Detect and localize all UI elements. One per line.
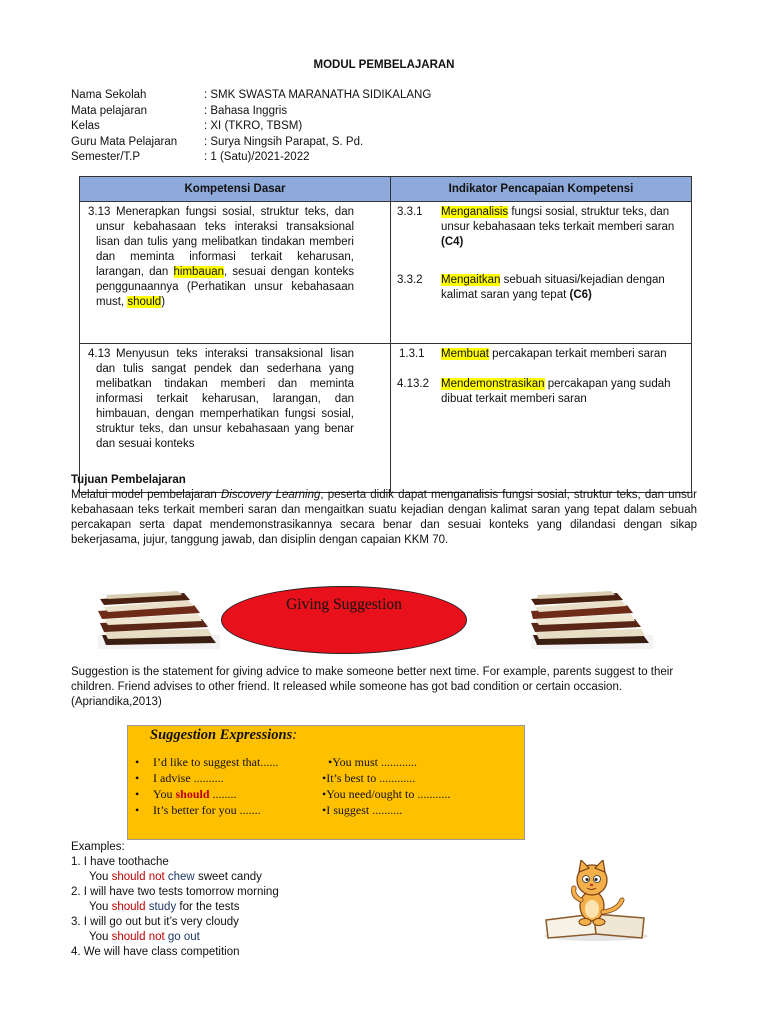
indicator-text: sebuah situasi/kejadian dengan kalimat saran yang tepat [441,274,665,301]
kd-text-a: Menerapkan fungsi sosial, struktur teks, dan unsur kebahasaan teks interaksi transaksional lisan dan tulis yang melibatkan tindakan memberi dan meminta informasi terkait keharusan, larangan, dan [96,206,354,278]
kd-text-b: , sesuai dengan konteks penggunaannya (Perhatikan unsur kebahasaan must, [96,266,354,308]
list-item: • I advise .......... [135,771,224,785]
indicator-code: 3.3.1 [397,206,423,218]
expressions-title-text: Suggestion Expressions [150,727,293,743]
indicator-code: 3.3.2 [397,274,423,286]
example-item: 2. I will have two tests tomorrow morning [71,886,279,898]
examples-heading: Examples: [71,841,125,853]
indicator-cell [391,202,692,344]
indicator-text: percakapan yang sudah dibuat terkait memberi saran [441,378,671,405]
list-item: •It’s best to ............ [322,771,416,785]
kd-cell [80,344,391,493]
tujuan-body [71,488,697,548]
header-kompetensi-dasar: Kompetensi Dasar [80,177,391,202]
example-item: 4. We will have class competition [71,946,240,958]
indicator-item [391,377,691,407]
expressions-title [150,728,297,743]
indicator-text: fungsi sosial, struktur teks, dan unsur kebahasaan teks terkait memberi saran [441,206,675,233]
kd-cell [80,202,391,344]
info-row [71,119,431,135]
header-indikator: Indikator Pencapaian Kompetensi [391,177,692,202]
expressions-right-list [322,754,450,818]
list-item: •I suggest .......... [322,803,403,817]
indicator-item [391,205,691,250]
example-item: 3. I will go out but it’s very cloudy [71,916,239,928]
info-key: Guru Mata Pelajaran [71,135,178,148]
books-right-illustration [531,591,653,649]
info-key: Semester/T.P [71,151,141,163]
indicator-highlight: Mengaitkan [441,274,501,286]
should-word: should [175,787,210,801]
indicator-cell [391,344,692,493]
list-item: • It’s better for you ....... [135,803,261,817]
indicator-item [391,347,691,362]
list-item: • You should ........ [135,787,237,801]
list-item: •You must ............ [328,755,418,769]
indicator-text: percakapan terkait memberi saran [488,348,667,360]
indicator-code: 4.13.2 [397,378,429,390]
indicator-level: (C4) [441,236,464,248]
indicator-highlight: Menganalisis [441,206,509,218]
school-info [71,88,431,166]
tujuan-heading: Tujuan Pembelajaran [71,474,186,486]
books-left-illustration [98,591,220,649]
example-answer: You should not chew sweet candy [89,871,262,883]
info-row [71,104,431,120]
info-row [71,135,431,151]
expressions-left-list [135,754,278,818]
info-value: : Bahasa Inggris [204,104,288,117]
info-value: : Surya Ningsih Parapat, S. Pd. [204,135,364,148]
kd-code: 4.13 [88,348,111,360]
tujuan-text-italic: Discovery Learning [220,489,321,501]
kd-text: Menyusun teks interaksi transaksional lisan dan tulis sangat pendek dan sederhana yang melibatkan tindakan memberi dan meminta informasi terkait keharusan, larangan, dan himbauan, dengan memperhatikan fungsi sosial, struktur teks, dan unsur kebahasaan yang benar dan sesuai konteks [96,348,354,450]
indicator-highlight: Mendemonstrasikan [441,378,545,390]
list-item: • I’d like to suggest that...... [135,755,279,769]
indicator-code: 1.3.1 [399,348,425,360]
table-header-row [80,177,692,202]
kd-highlight-himbauan: himbauan [173,266,225,278]
info-row [71,88,431,104]
banner-title: Giving Suggestion [286,596,402,613]
example-item: 1. I have toothache [71,856,169,868]
info-key: Mata pelajaran [71,104,148,117]
expressions-title-colon: : [292,727,298,743]
cat-reading-illustration [538,860,654,942]
indicator-item [391,273,691,303]
indicator-level: (C6) [569,289,592,301]
kd-text-c: ) [161,296,166,308]
example-answer: You should study for the tests [89,901,240,913]
tujuan-text-a: Melalui model pembelajaran [71,489,221,501]
info-value: : 1 (Satu)/2021-2022 [204,151,310,163]
example-answer: You should not go out [89,931,200,943]
info-row [71,150,431,166]
suggestion-definition: Suggestion is the statement for giving advice to make someone better next time. For example, parents suggest to their children. Friend advises to other friend. It released while someone has got bad condition or certain occasion. (Apriandika,2013) [71,666,674,708]
tujuan-text-b: , peserta didik dapat menganalisis fungsi sosial, struktur teks, dan unsur kebahasaan teks terkait memberi saran dan mengaitkan suatu kejadian dengan kalimat saran yang tepat dalam sebuah percakapan serta dapat mendemonstrasikannya secara benar dan sesuai konteks yang dilandasi dengan sikap bekerjasama, jujur, tanggung jawab, dan disiplin dengan capaian KKM 70. [71,489,698,546]
kd-highlight-should: should [127,296,162,308]
kd-text [96,205,354,310]
table-row [80,344,692,493]
list-item: •You need/ought to ........... [322,787,451,801]
page-title: MODUL PEMBELAJARAN [313,59,455,71]
kd-code: 3.13 [88,206,111,218]
info-key: Kelas [71,120,100,132]
indicator-highlight: Membuat [441,348,489,360]
examples-section [71,840,279,960]
table-row [80,202,692,344]
info-key: Nama Sekolah [71,89,147,101]
info-value: : SMK SWASTA MARANATHA SIDIKALANG [204,89,432,101]
info-value: : XI (TKRO, TBSM) [204,120,303,132]
competency-table [79,176,692,493]
